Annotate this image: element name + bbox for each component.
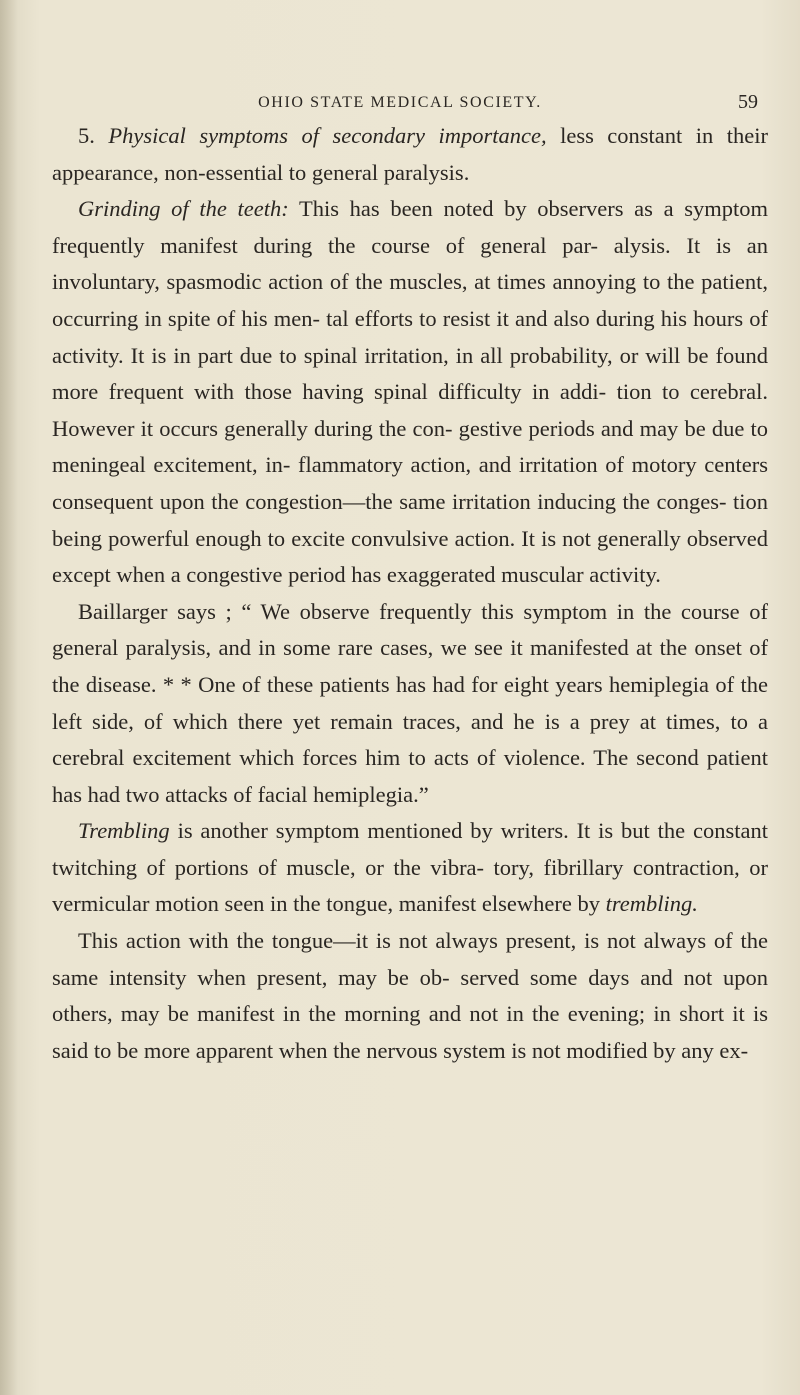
subsection-heading: Grinding of the teeth: [78,196,289,222]
paragraph-grinding-teeth [52,191,768,594]
paragraph-text: This has been noted by observers as a symptom frequently manifest during the course of general par- alysis. It is an involuntary, spasmodic action of the muscles, at times annoying to the patient, occurring in spite of his men- tal efforts to resist it and also during his hours of activity. It is in part due to spinal irritation, in all probability, or will be found more frequent with those having spinal difficulty in addi- tion to cerebral. However it occurs generally during the con- gestive periods and may be due to meningeal excitement, in- flammatory action, and irritation of motory centers consequent upon the congestion—the same irritation inducing the conges- tion being powerful enough to excite convulsive action. It is not generally observed except when a congestive period has exaggerated muscular activity. [52,196,768,588]
section-heading: Physical symptoms of secondary importance, [108,123,547,148]
paragraph-text: less constant in their appearance, non-essential to general paralysis. [52,123,768,185]
paragraph-tongue-action [52,923,768,1069]
paragraph-physical-symptoms [52,118,768,191]
gutter-shadow [0,0,18,1395]
subsection-heading: Trembling [78,818,170,844]
paragraph-baillarger-quote [52,594,768,814]
paragraph-text: This action with the tongue—it is not always present, is not always of the same intensity when present, may be ob- served some days and not upon others, may be manifest in the morning and not in the evening; in short it is said to be more apparent when the nervous system is not modified by any ex- [52,928,768,1063]
paragraph-text: is another symptom mentioned by writers. It is but the constant twitching of portions of muscle, or the vibra- tory, fibrillary contraction, or vermicular motion seen in the tongue, manifest elsewhere by [52,818,769,917]
page-number: 59 [738,91,758,113]
paragraph-text: Baillarger says ; “ We observe frequently this symptom in the course of general paralysis, and in some rare cases, we see it manifested at the onset of the disease. * * One of these patients has had for eight years hemiplegia of the left side, of which there yet remain traces, and he is a prey at times, to a cerebral excitement which forces him to acts of violence. The second patient has had two attacks of facial hemiplegia.” [52,598,768,807]
emphasized-term: trembling. [605,891,698,917]
section-number: 5. [78,123,95,148]
paragraph-trembling [52,813,768,923]
body-text [52,118,768,1069]
running-title: OHIO STATE MEDICAL SOCIETY. [258,94,542,111]
